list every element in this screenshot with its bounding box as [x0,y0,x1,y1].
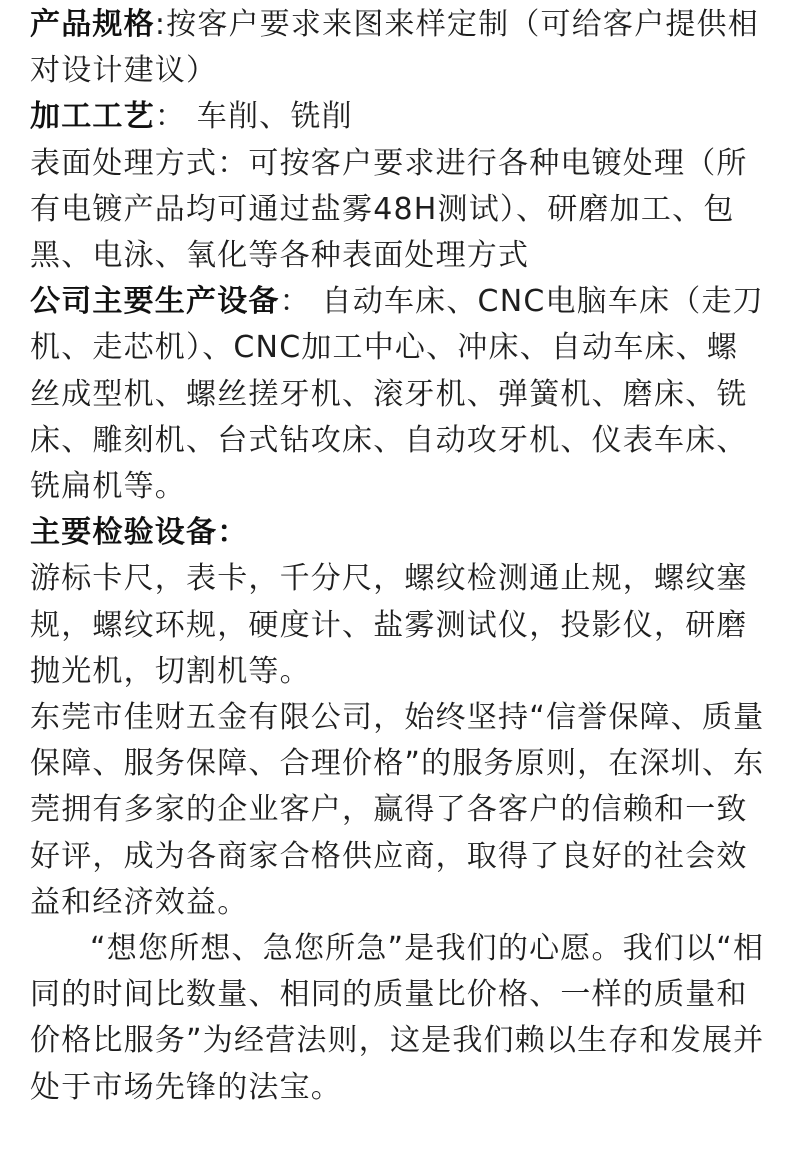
equipment-paragraph [30,279,766,510]
inspection-text: 游标卡尺，表卡，千分尺，螺纹检测通止规，螺纹塞规，螺纹环规，硬度计、盐雾测试仪，投影仪，研磨抛光机，切割机等。 [30,561,748,689]
equipment-text: 自动车床、CNC电脑车床（走刀机、走芯机）、CNC加工中心、冲床、自动车床、螺丝成型机、螺丝搓牙机、滚牙机、弹簧机、磨床、铣床、雕刻机、台式钻攻床、自动攻牙机、仪表车床、铣扁机等。 [30,284,764,505]
equipment-heading: 公司主要生产设备 [30,284,280,320]
equipment-separator: ： [279,284,322,320]
company-text: 东莞市佳财五金有限公司，始终坚持“信誉保障、质量保障、服务保障、合理价格”的服务原则，在深圳、东莞拥有多家的企业客户，赢得了各客户的信赖和一致好评，成为各商家合格供应商，取得了良好的社会效益和经济效益。 [30,700,765,920]
spec-text: 按客户要求来图来样定制（可给客户提供相对设计建议） [30,7,759,89]
motto-paragraph [30,926,766,1111]
inspection-paragraph [30,556,766,695]
surface-text: 表面处理方式：可按客户要求进行各种电镀处理（所有电镀产品均可通过盐雾48H测试）、研磨加工、包黑、电泳、氧化等各种表面处理方式 [30,145,748,274]
process-separator: ： [154,99,197,135]
process-heading: 加工工艺 [30,99,155,135]
spec-heading: 产品规格 [30,7,155,42]
motto-text: “想您所想、急您所急”是我们的心愿。我们以“相同的时间比数量、相同的质量比价格、一样的质量和价格比服务”为经营法则，这是我们赖以生存和发展并处于市场先锋的法宝。 [30,931,765,1105]
process-paragraph [30,94,766,140]
spec-paragraph [30,2,766,94]
surface-paragraph [30,141,766,280]
inspection-heading: 主要检验设备： [30,515,249,551]
spec-separator: : [154,7,167,42]
process-text: 车削、铣削 [196,99,353,135]
company-paragraph [30,695,766,926]
